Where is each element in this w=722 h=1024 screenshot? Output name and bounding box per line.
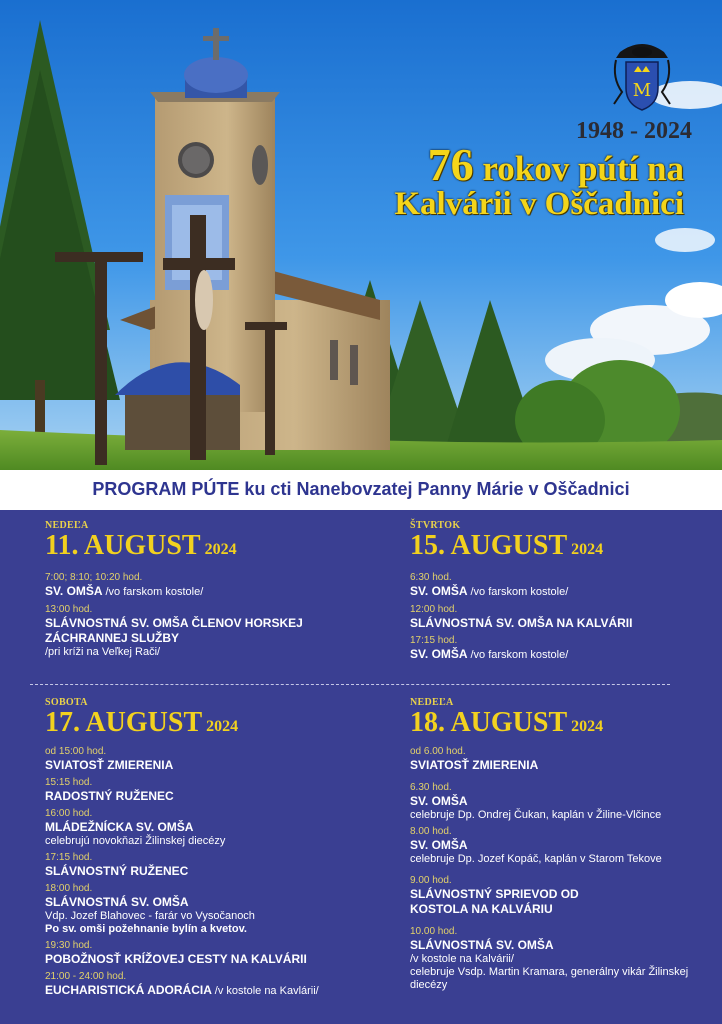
item-time: 15:15 hod. bbox=[45, 777, 93, 788]
schedule-item bbox=[45, 808, 375, 848]
item-time: od 6.00 hod. bbox=[410, 746, 466, 757]
day-11-august bbox=[45, 520, 365, 659]
day-15-august bbox=[410, 520, 710, 663]
item-title-text: SV. OMŠA bbox=[410, 584, 468, 598]
item-time: 16:00 hod. bbox=[45, 808, 93, 819]
headline-number: 76 bbox=[427, 139, 474, 190]
headline-line-1 bbox=[428, 138, 684, 191]
day-weekday: NEDEĽA bbox=[410, 697, 454, 708]
program-banner bbox=[0, 470, 722, 510]
schedule-item bbox=[45, 572, 365, 600]
item-time: 7:00; 8:10; 10:20 hod. bbox=[45, 572, 143, 583]
schedule-item bbox=[45, 883, 375, 936]
item-time: 13:00 hod. bbox=[45, 604, 93, 615]
item-time: 17:15 hod. bbox=[410, 635, 458, 646]
banner-title: PROGRAM PÚTE ku cti Nanebovzatej Panny Márie v Oščadnici bbox=[92, 479, 630, 499]
item-title: SLÁVNOSTNÁ SV. OMŠA ČLENOV HORSKEJ ZÁCHRANNEJ SLUŽBY bbox=[45, 616, 303, 645]
date-text: 18. AUGUST bbox=[410, 707, 568, 738]
schedule-item bbox=[45, 940, 375, 967]
item-time: 10.00 hod. bbox=[410, 926, 458, 937]
item-time: 18:00 hod. bbox=[45, 883, 93, 894]
item-time: 21:00 - 24:00 hod. bbox=[45, 971, 127, 982]
item-time: 6:30 hod. bbox=[410, 572, 452, 583]
item-detail: celebrujú novokňazi Žilinskej diecézy bbox=[45, 835, 226, 847]
day-weekday: NEDEĽA bbox=[45, 520, 89, 531]
item-detail: /pri kríži na Veľkej Rači/ bbox=[45, 646, 161, 658]
day-date bbox=[410, 531, 710, 565]
item-time: 8.00 hod. bbox=[410, 826, 452, 837]
headline-years: 1948 - 2024 bbox=[576, 118, 692, 144]
item-title: POBOŽNOSŤ KRÍŽOVEJ CESTY NA KALVÁRII bbox=[45, 952, 307, 966]
item-title: SLÁVNOSTNÝ RUŽENEC bbox=[45, 864, 189, 878]
headline-text: rokov pútí na bbox=[482, 149, 684, 188]
date-year: 2024 bbox=[206, 718, 239, 735]
item-time: 19:30 hod. bbox=[45, 940, 93, 951]
item-title: SLÁVNOSTNÁ SV. OMŠA bbox=[410, 938, 554, 952]
item-time: 12:00 hod. bbox=[410, 604, 458, 615]
item-title bbox=[410, 584, 710, 600]
item-detail: celebruje Vsdp. Martin Kramara, generálny vikár Žilinskej diecézy bbox=[410, 966, 689, 991]
schedule-item bbox=[45, 971, 375, 999]
item-title: SVIATOSŤ ZMIERENIA bbox=[410, 758, 539, 772]
item-detail-bold: Po sv. omši požehnanie bylín a kvetov. bbox=[45, 923, 247, 935]
schedule-item bbox=[410, 875, 710, 917]
item-note: /vo farskom kostole/ bbox=[470, 649, 569, 661]
schedule-item bbox=[45, 777, 375, 804]
program-section bbox=[0, 510, 722, 1024]
day-17-august bbox=[45, 697, 375, 999]
item-title-text: EUCHARISTICKÁ ADORÁCIA bbox=[45, 983, 212, 997]
diocese-crest-icon bbox=[610, 38, 674, 119]
day-date bbox=[45, 708, 375, 742]
item-title bbox=[45, 983, 375, 999]
day-date bbox=[410, 708, 710, 742]
svg-text:M: M bbox=[632, 80, 652, 101]
item-detail: celebruje Dp. Jozef Kopáč, kaplán v Starom Tekove bbox=[410, 853, 662, 865]
item-time: od 15:00 hod. bbox=[45, 746, 107, 757]
item-detail: Vdp. Jozef Blahovec - farár vo Vysočanoch bbox=[45, 910, 255, 922]
date-year: 2024 bbox=[571, 718, 604, 735]
schedule-item bbox=[410, 926, 710, 992]
schedule-item bbox=[410, 604, 710, 631]
schedule-item bbox=[45, 852, 375, 879]
item-detail: celebruje Dp. Ondrej Čukan, kaplán v Žiline-Vlčince bbox=[410, 809, 662, 821]
item-time: 9.00 hod. bbox=[410, 875, 452, 886]
item-title-text: SV. OMŠA bbox=[410, 647, 468, 661]
item-title: SV. OMŠA bbox=[410, 838, 468, 852]
item-note: /vo farskom kostole/ bbox=[105, 586, 204, 598]
date-text: 11. AUGUST bbox=[45, 530, 201, 561]
item-title: MLÁDEŽNÍCKA SV. OMŠA bbox=[45, 820, 194, 834]
date-year: 2024 bbox=[204, 541, 237, 558]
date-text: 17. AUGUST bbox=[45, 707, 203, 738]
item-note: /v kostole na Kavlárii/ bbox=[214, 985, 319, 997]
schedule-item bbox=[410, 782, 710, 822]
date-year: 2024 bbox=[571, 541, 604, 558]
item-title bbox=[410, 647, 710, 663]
day-18-august bbox=[410, 697, 710, 992]
item-note: /vo farskom kostole/ bbox=[470, 586, 569, 598]
item-detail: /v kostole na Kalvárii/ bbox=[410, 953, 514, 965]
item-title: SLÁVNOSTNÝ SPRIEVOD OD KOSTOLA NA KALVÁRIU bbox=[410, 887, 579, 916]
day-date bbox=[45, 531, 365, 565]
schedule-item bbox=[410, 826, 710, 866]
section-divider bbox=[30, 684, 670, 685]
item-title: RADOSTNÝ RUŽENEC bbox=[45, 789, 174, 803]
date-text: 15. AUGUST bbox=[410, 530, 568, 561]
schedule-item bbox=[45, 746, 375, 773]
schedule-item bbox=[410, 635, 710, 663]
item-title: SV. OMŠA bbox=[410, 794, 468, 808]
item-title: SVIATOSŤ ZMIERENIA bbox=[45, 758, 174, 772]
item-time: 6.30 hod. bbox=[410, 782, 452, 793]
schedule-item bbox=[410, 746, 710, 773]
day-weekday: ŠTVRTOK bbox=[410, 520, 461, 531]
item-title: SLÁVNOSTNÁ SV. OMŠA bbox=[45, 895, 189, 909]
item-title-text: SV. OMŠA bbox=[45, 584, 103, 598]
schedule-item bbox=[45, 604, 365, 659]
item-time: 17:15 hod. bbox=[45, 852, 93, 863]
headline-line-2: Kalvárii v Oščadnici bbox=[394, 186, 684, 222]
item-title: SLÁVNOSTNÁ SV. OMŠA NA KALVÁRII bbox=[410, 616, 633, 630]
day-weekday: SOBOTA bbox=[45, 697, 88, 708]
item-title bbox=[45, 584, 365, 600]
schedule-item bbox=[410, 572, 710, 600]
